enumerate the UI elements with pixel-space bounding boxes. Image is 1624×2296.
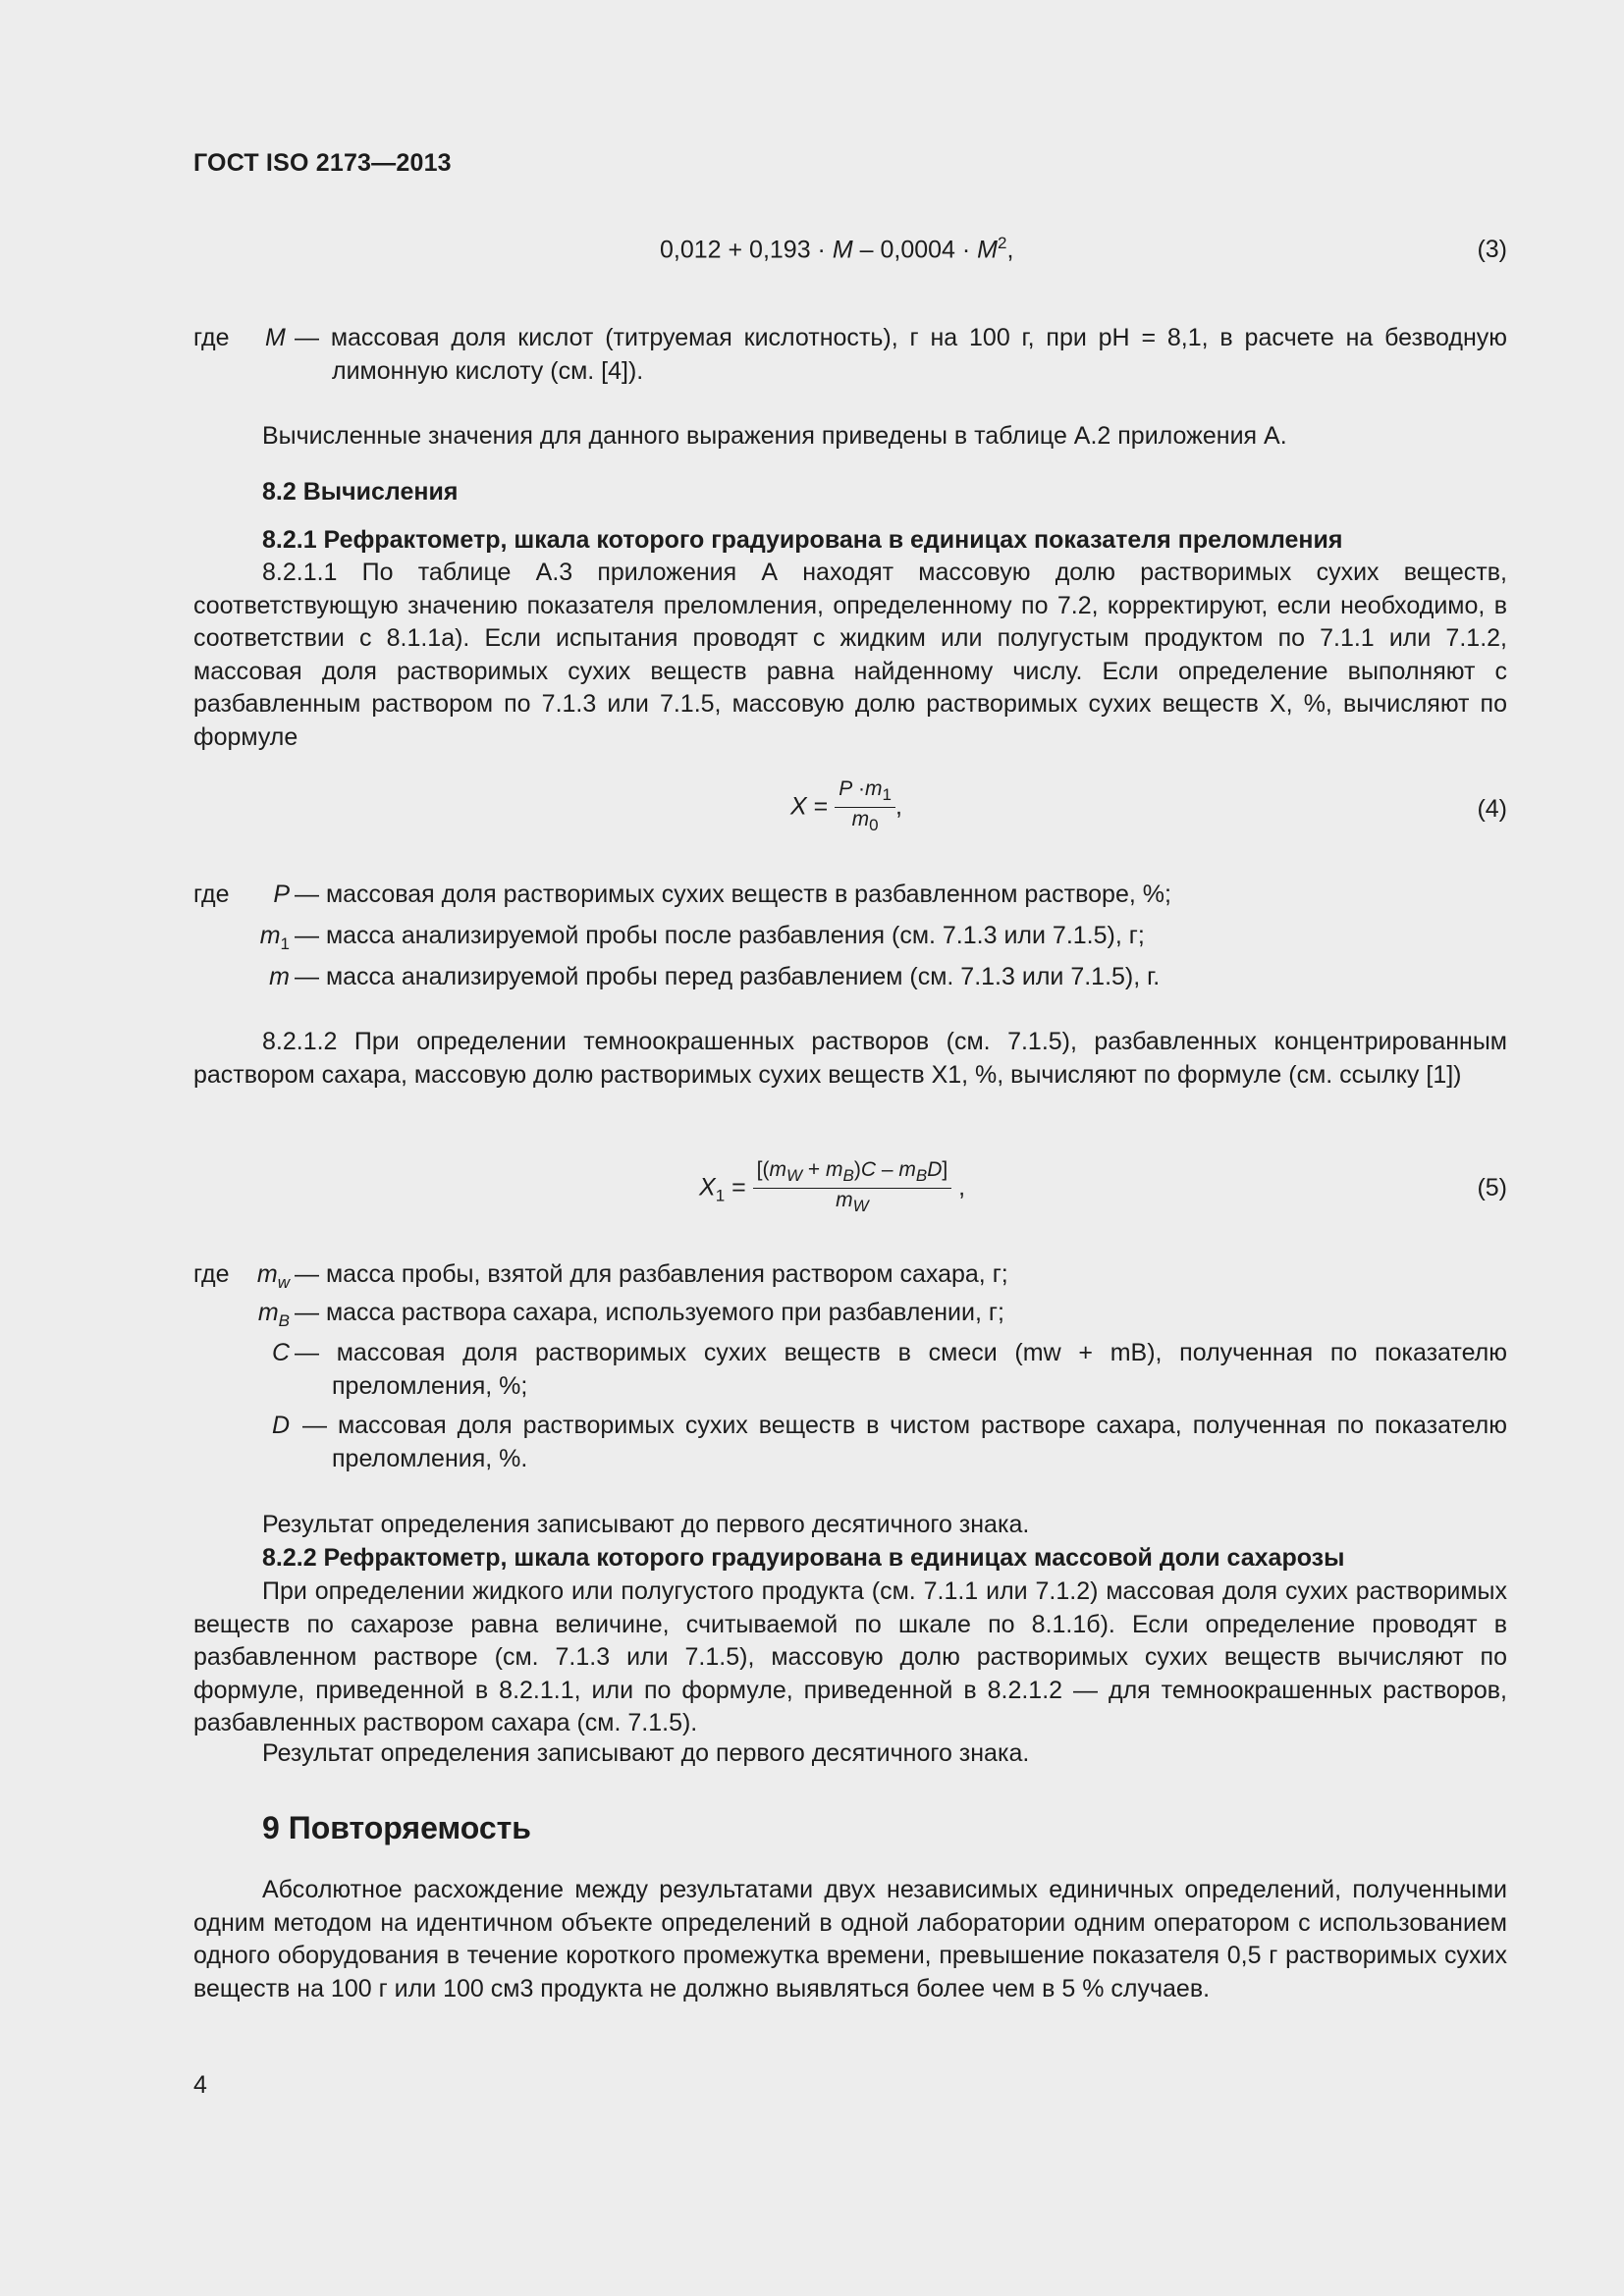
section-9-title: 9 Повторяемость (262, 1810, 531, 1845)
paragraph-8-2-1-2: 8.2.1.2 При определении темноокрашенных растворов (см. 7.1.5), разбавленных концентрированным раствором сахара, массовую долю растворимых сухих веществ X1, %, вычисляют по формуле (см. ссылку [1]) (193, 1028, 1507, 1089)
page-number: 4 (193, 2071, 207, 2099)
paragraph-8-2-2: При определении жидкого или полугустого продукта (см. 7.1.1 или 7.1.2) массовая доля сухих растворимых веществ по сахарозе равна величине, считываемой по шкале по 8.1.1б). Если определение проводят в разбавленном растворе (см. 7.1.3 или 7.1.5), массовую долю растворимых сухих веществ вычисляют по формуле, приведенной в 8.2.1.1, или по формуле, приведенной в 8.2.1.2 — для темноокрашенных растворов, разбавленных раствором сахара (см. 7.1.5). (193, 1577, 1507, 1737)
formula-4: X = $\frac{P \cdot m_1}{m_0}$ , (790, 777, 902, 835)
def4-text-m: — масса анализируемой пробы перед разбавлением (см. 7.1.3 или 7.1.5), г. (295, 963, 1161, 990)
paragraph-8-2-1-1: 8.2.1.1 По таблице А.3 приложения А находят массовую долю растворимых сухих веществ, соответствующую значению показателя преломления, определенному по 7.2, корректируют, если необходимо, в соответствии с 8.1.1а). Если испытания проводят с жидким или полугустым продуктом по 7.1.1 или 7.1.2, массовая доля растворимых сухих веществ равна найденному числу. Если определение выполняют с разбавленным раствором по 7.1.3 или 7.1.5, массовую долю растворимых сухих веществ X, %, вычисляют по формуле (193, 559, 1507, 751)
document-header: ГОСТ ISO 2173—2013 (193, 149, 452, 177)
def3-text: — массовая доля кислот (титруемая кислотность), г на 100 г, при pH = 8,1, в расчете на безводную лимонную кислоту (см. [4]). (295, 324, 1507, 385)
def3-symbol: M (265, 324, 286, 351)
result-paragraph-1: Результат определения записывают до первого десятичного знака. (262, 1511, 1030, 1538)
formula-5-number: (5) (1477, 1174, 1507, 1201)
def4-text-m1: — масса анализируемой пробы после разбавления (см. 7.1.3 или 7.1.5), г; (295, 922, 1145, 949)
def4-symbol-m: m (269, 963, 290, 990)
def5-symbol-c: C (271, 1339, 290, 1366)
def5-text-d: — массовая доля растворимых сухих веществ в чистом растворе сахара, полученная по показателю преломления, %. (302, 1412, 1507, 1472)
formula-5: $X_1$ = $\frac{[(m_W + m_B)C - m_BD]}{m_W}$ , (699, 1158, 966, 1216)
paragraph-9: Абсолютное расхождение между результатами двух независимых единичных определений, полученными одним методом на идентичном объекте определений в одной лаборатории одним оператором с использованием одного оборудования в течение короткого промежутка времени, превышение показателя 0,5 г растворимых сухих веществ на 100 г или 100 см3 продукта не должно выявляться более чем в 5 % случаев. (193, 1876, 1507, 2002)
where-label: где (193, 1260, 230, 1288)
formula-3: $0,012 + 0,193 \cdot M - 0,0004 \cdot M^2$, (660, 234, 1014, 264)
def4-symbol-p: P (273, 881, 290, 908)
where-label: где (193, 881, 230, 908)
formula-3-number: (3) (1477, 236, 1507, 263)
formula-4-number: (4) (1477, 795, 1507, 823)
section-8-2-1-title: 8.2.1 Рефрактометр, шкала которого градуирована в единицах показателя преломления (262, 526, 1343, 554)
def5-symbol-mw: $m_w$ (256, 1260, 290, 1292)
section-8-2-title: 8.2 Вычисления (262, 478, 459, 506)
def4-text-p: — массовая доля растворимых сухих веществ в разбавленном растворе, %; (295, 881, 1171, 908)
def5-text-mw: — масса пробы, взятой для разбавления раствором сахара, г; (295, 1260, 1008, 1288)
section-8-2-2-title: 8.2.2 Рефрактометр, шкала которого градуирована в единицах массовой доли сахарозы (262, 1544, 1345, 1572)
where-label: где (193, 324, 230, 351)
def5-text-mb: — масса раствора сахара, используемого при разбавлении, г; (295, 1299, 1004, 1326)
def5-text-c: — массовая доля растворимых сухих веществ в смеси (mw + mB), полученная по показателю преломления, %; (295, 1339, 1507, 1400)
computed-values-paragraph: Вычисленные значения для данного выражения приведены в таблице А.2 приложения А. (262, 422, 1287, 450)
def4-symbol-m1: $m_1$ (259, 922, 290, 953)
def5-symbol-mb: $m_B$ (257, 1299, 290, 1330)
def5-symbol-d: D (271, 1412, 290, 1439)
result-paragraph-2: Результат определения записывают до первого десятичного знака. (262, 1739, 1030, 1767)
